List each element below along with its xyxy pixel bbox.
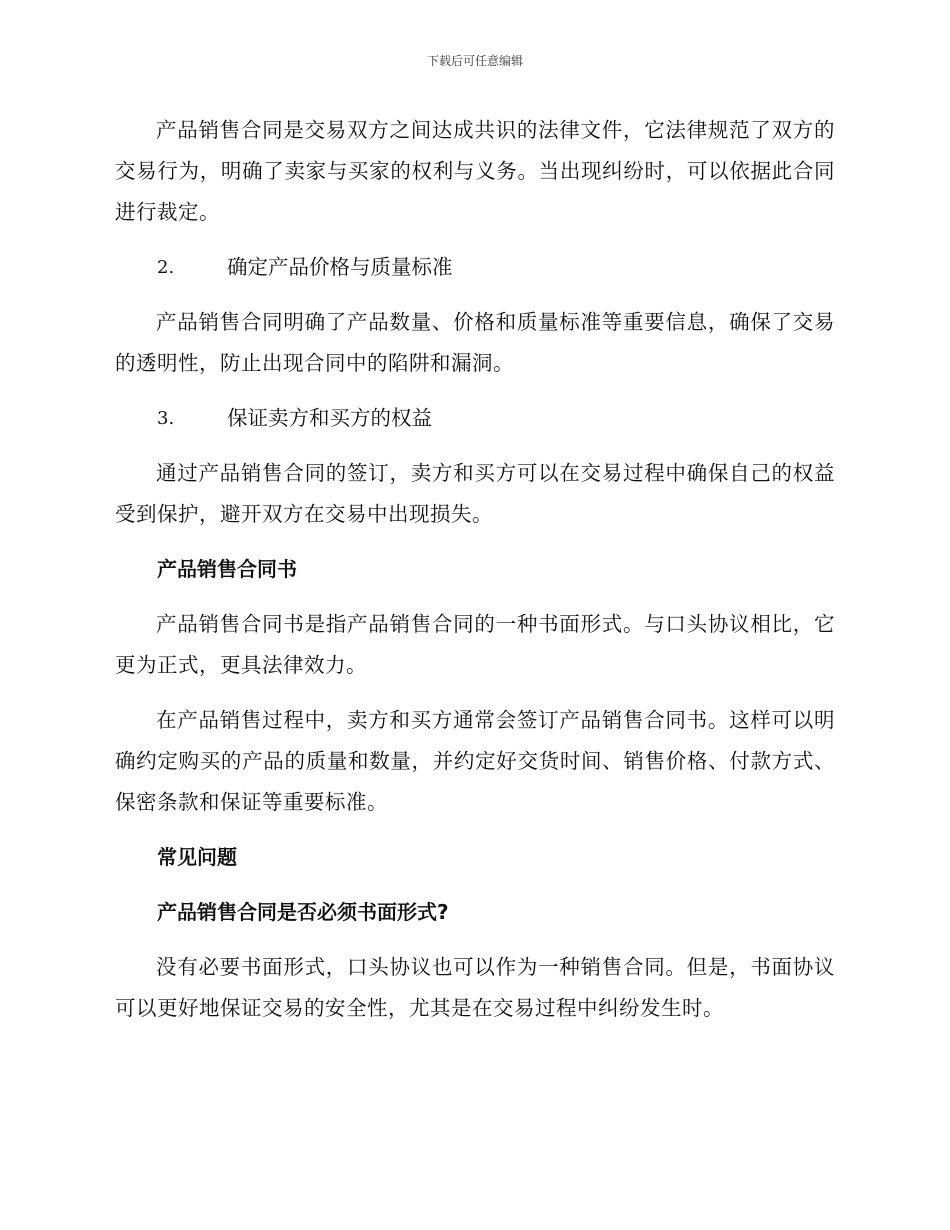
document-body (115, 110, 835, 1043)
page-header: 下载后可任意编辑 (426, 54, 523, 68)
numbered-heading-2 (115, 247, 835, 288)
section-heading-faq: 常见问题 (157, 845, 237, 869)
paragraph-contract-definition: 产品销售合同书是指产品销售合同的一种书面形式。与口头协议相比，它更为正式，更具法律效力。 (115, 612, 835, 677)
faq-answer-1: 没有必要书面形式，口头协议也可以作为一种销售合同。但是，书面协议可以更好地保证交易的安全性，尤其是在交易过程中纠纷发生时。 (115, 955, 835, 1020)
paragraph-contract-usage: 在产品销售过程中，卖方和买方通常会签订产品销售合同书。这样可以明确约定购买的产品的质量和数量，并约定好交货时间、销售价格、付款方式、保密条款和保证等重要标准。 (115, 708, 835, 814)
paragraph-legal-document: 产品销售合同是交易双方之间达成共识的法律文件，它法律规范了双方的交易行为，明确了卖家与买家的权利与义务。当出现纠纷时，可以依据此合同进行裁定。 (115, 118, 835, 224)
heading-text: 确定产品价格与质量标准 (227, 255, 453, 279)
heading-number: 2. (157, 257, 175, 278)
faq-question-1: 产品销售合同是否必须书面形式? (157, 900, 449, 924)
heading-text: 保证卖方和买方的权益 (227, 406, 432, 430)
section-heading-contract: 产品销售合同书 (157, 557, 297, 581)
heading-number: 3. (157, 408, 175, 429)
paragraph-price-quality: 产品销售合同明确了产品数量、价格和质量标准等重要信息，确保了交易的透明性，防止出现合同中的陷阱和漏洞。 (115, 310, 835, 375)
numbered-heading-3 (115, 398, 835, 439)
paragraph-rights: 通过产品销售合同的签订，卖方和买方可以在交易过程中确保自己的权益受到保护，避开双方在交易中出现损失。 (115, 461, 835, 526)
